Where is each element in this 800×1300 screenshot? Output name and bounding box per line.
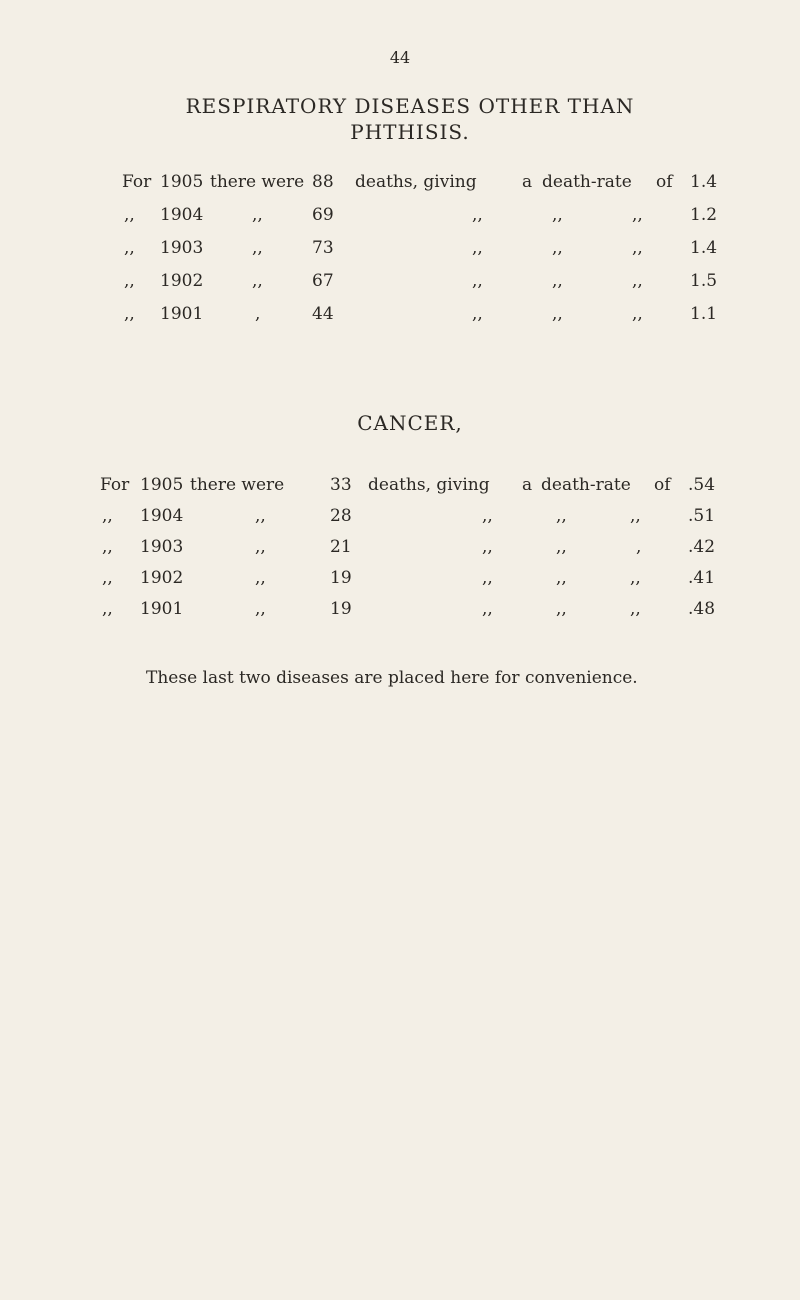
row-prefix: ,,	[124, 205, 135, 225]
cancer-row	[0, 599, 800, 625]
row-ditto-1: ,,	[472, 304, 483, 324]
row-prefix: ,,	[124, 271, 135, 291]
row-ditto-3: ,	[636, 537, 642, 557]
row-there-were: ,,	[252, 238, 263, 258]
section-title-cancer: CANCER,	[357, 411, 463, 435]
row-ditto-3: ,,	[632, 304, 643, 324]
row-ditto-2: ,,	[556, 599, 567, 619]
row-word-of: of	[656, 172, 673, 192]
row-deaths-count: 33	[330, 475, 352, 495]
row-death-rate: .48	[688, 599, 716, 619]
row-year: 1905	[160, 172, 204, 192]
row-prefix: For	[100, 475, 130, 495]
row-there-were: ,,	[255, 506, 266, 526]
row-ditto-3: ,,	[632, 238, 643, 258]
row-ditto-3: ,,	[632, 205, 643, 225]
row-death-rate: .41	[688, 568, 716, 588]
row-ditto-3: ,,	[630, 568, 641, 588]
row-deaths-count: 88	[312, 172, 334, 192]
row-there-were: ,,	[255, 568, 266, 588]
row-death-rate: .54	[688, 475, 716, 495]
row-year: 1901	[160, 304, 204, 324]
row-ditto-1: ,,	[482, 568, 493, 588]
row-word-death-rate: death-rate	[541, 475, 631, 495]
row-prefix: ,,	[102, 568, 113, 588]
row-year: 1903	[160, 238, 204, 258]
respiratory-row	[0, 271, 800, 297]
row-ditto-1: ,,	[472, 205, 483, 225]
row-ditto-1: ,,	[472, 238, 483, 258]
cancer-row	[0, 537, 800, 563]
row-prefix: ,,	[102, 537, 113, 557]
row-there-were: ,	[255, 304, 261, 324]
row-there-were: ,,	[252, 271, 263, 291]
cancer-row	[0, 475, 800, 501]
row-deaths-count: 21	[330, 537, 352, 557]
row-deaths-count: 28	[330, 506, 352, 526]
row-ditto-2: ,,	[552, 304, 563, 324]
respiratory-row	[0, 304, 800, 330]
row-ditto-1: ,,	[472, 271, 483, 291]
row-year: 1904	[160, 205, 204, 225]
row-ditto-2: ,,	[556, 506, 567, 526]
row-death-rate: 1.5	[690, 271, 718, 291]
row-ditto-3: ,,	[632, 271, 643, 291]
row-ditto-2: ,,	[552, 271, 563, 291]
row-death-rate: 1.2	[690, 205, 718, 225]
row-word-a: a	[522, 172, 533, 192]
row-ditto-3: ,,	[630, 599, 641, 619]
row-year: 1904	[140, 506, 184, 526]
respiratory-row	[0, 205, 800, 231]
row-there-were: there were	[210, 172, 305, 192]
row-death-rate: 1.1	[690, 304, 718, 324]
respiratory-row	[0, 172, 800, 198]
row-year: 1902	[140, 568, 184, 588]
section-title-respiratory: RESPIRATORY DISEASES OTHER THAN	[185, 94, 635, 118]
row-death-rate: 1.4	[690, 238, 718, 258]
row-prefix: ,,	[124, 238, 135, 258]
row-prefix: ,,	[102, 506, 113, 526]
row-deaths-count: 19	[330, 599, 352, 619]
row-death-rate: .42	[688, 537, 716, 557]
row-prefix: ,,	[102, 599, 113, 619]
row-year: 1905	[140, 475, 184, 495]
row-year: 1903	[140, 537, 184, 557]
row-word-of: of	[654, 475, 671, 495]
row-ditto-2: ,,	[552, 238, 563, 258]
row-there-were: ,,	[252, 205, 263, 225]
page-number: 44	[389, 48, 411, 67]
row-ditto-1: ,,	[482, 599, 493, 619]
row-ditto-2: ,,	[556, 568, 567, 588]
row-death-rate: 1.4	[690, 172, 718, 192]
row-death-rate: .51	[688, 506, 716, 526]
row-year: 1902	[160, 271, 204, 291]
row-year: 1901	[140, 599, 184, 619]
row-ditto-2: ,,	[556, 537, 567, 557]
row-deaths-count: 69	[312, 205, 334, 225]
row-ditto-3: ,,	[630, 506, 641, 526]
row-deaths-count: 19	[330, 568, 352, 588]
row-ditto-1: ,,	[482, 506, 493, 526]
row-deaths-count: 67	[312, 271, 334, 291]
cancer-row	[0, 506, 800, 532]
row-deaths-count: 44	[312, 304, 334, 324]
row-ditto-1: ,,	[482, 537, 493, 557]
row-word-a: a	[522, 475, 533, 495]
respiratory-row	[0, 238, 800, 264]
cancer-row	[0, 568, 800, 594]
row-deaths-giving: deaths, giving	[368, 475, 490, 495]
row-there-were: ,,	[255, 599, 266, 619]
row-there-were: ,,	[255, 537, 266, 557]
row-word-death-rate: death-rate	[542, 172, 632, 192]
footnote: These last two diseases are placed here for convenience.	[146, 668, 638, 688]
row-prefix: For	[122, 172, 152, 192]
row-prefix: ,,	[124, 304, 135, 324]
row-deaths-giving: deaths, giving	[355, 172, 477, 192]
row-there-were: there were	[190, 475, 285, 495]
row-ditto-2: ,,	[552, 205, 563, 225]
section-subtitle-phthisis: PHTHISIS.	[350, 120, 470, 144]
row-deaths-count: 73	[312, 238, 334, 258]
